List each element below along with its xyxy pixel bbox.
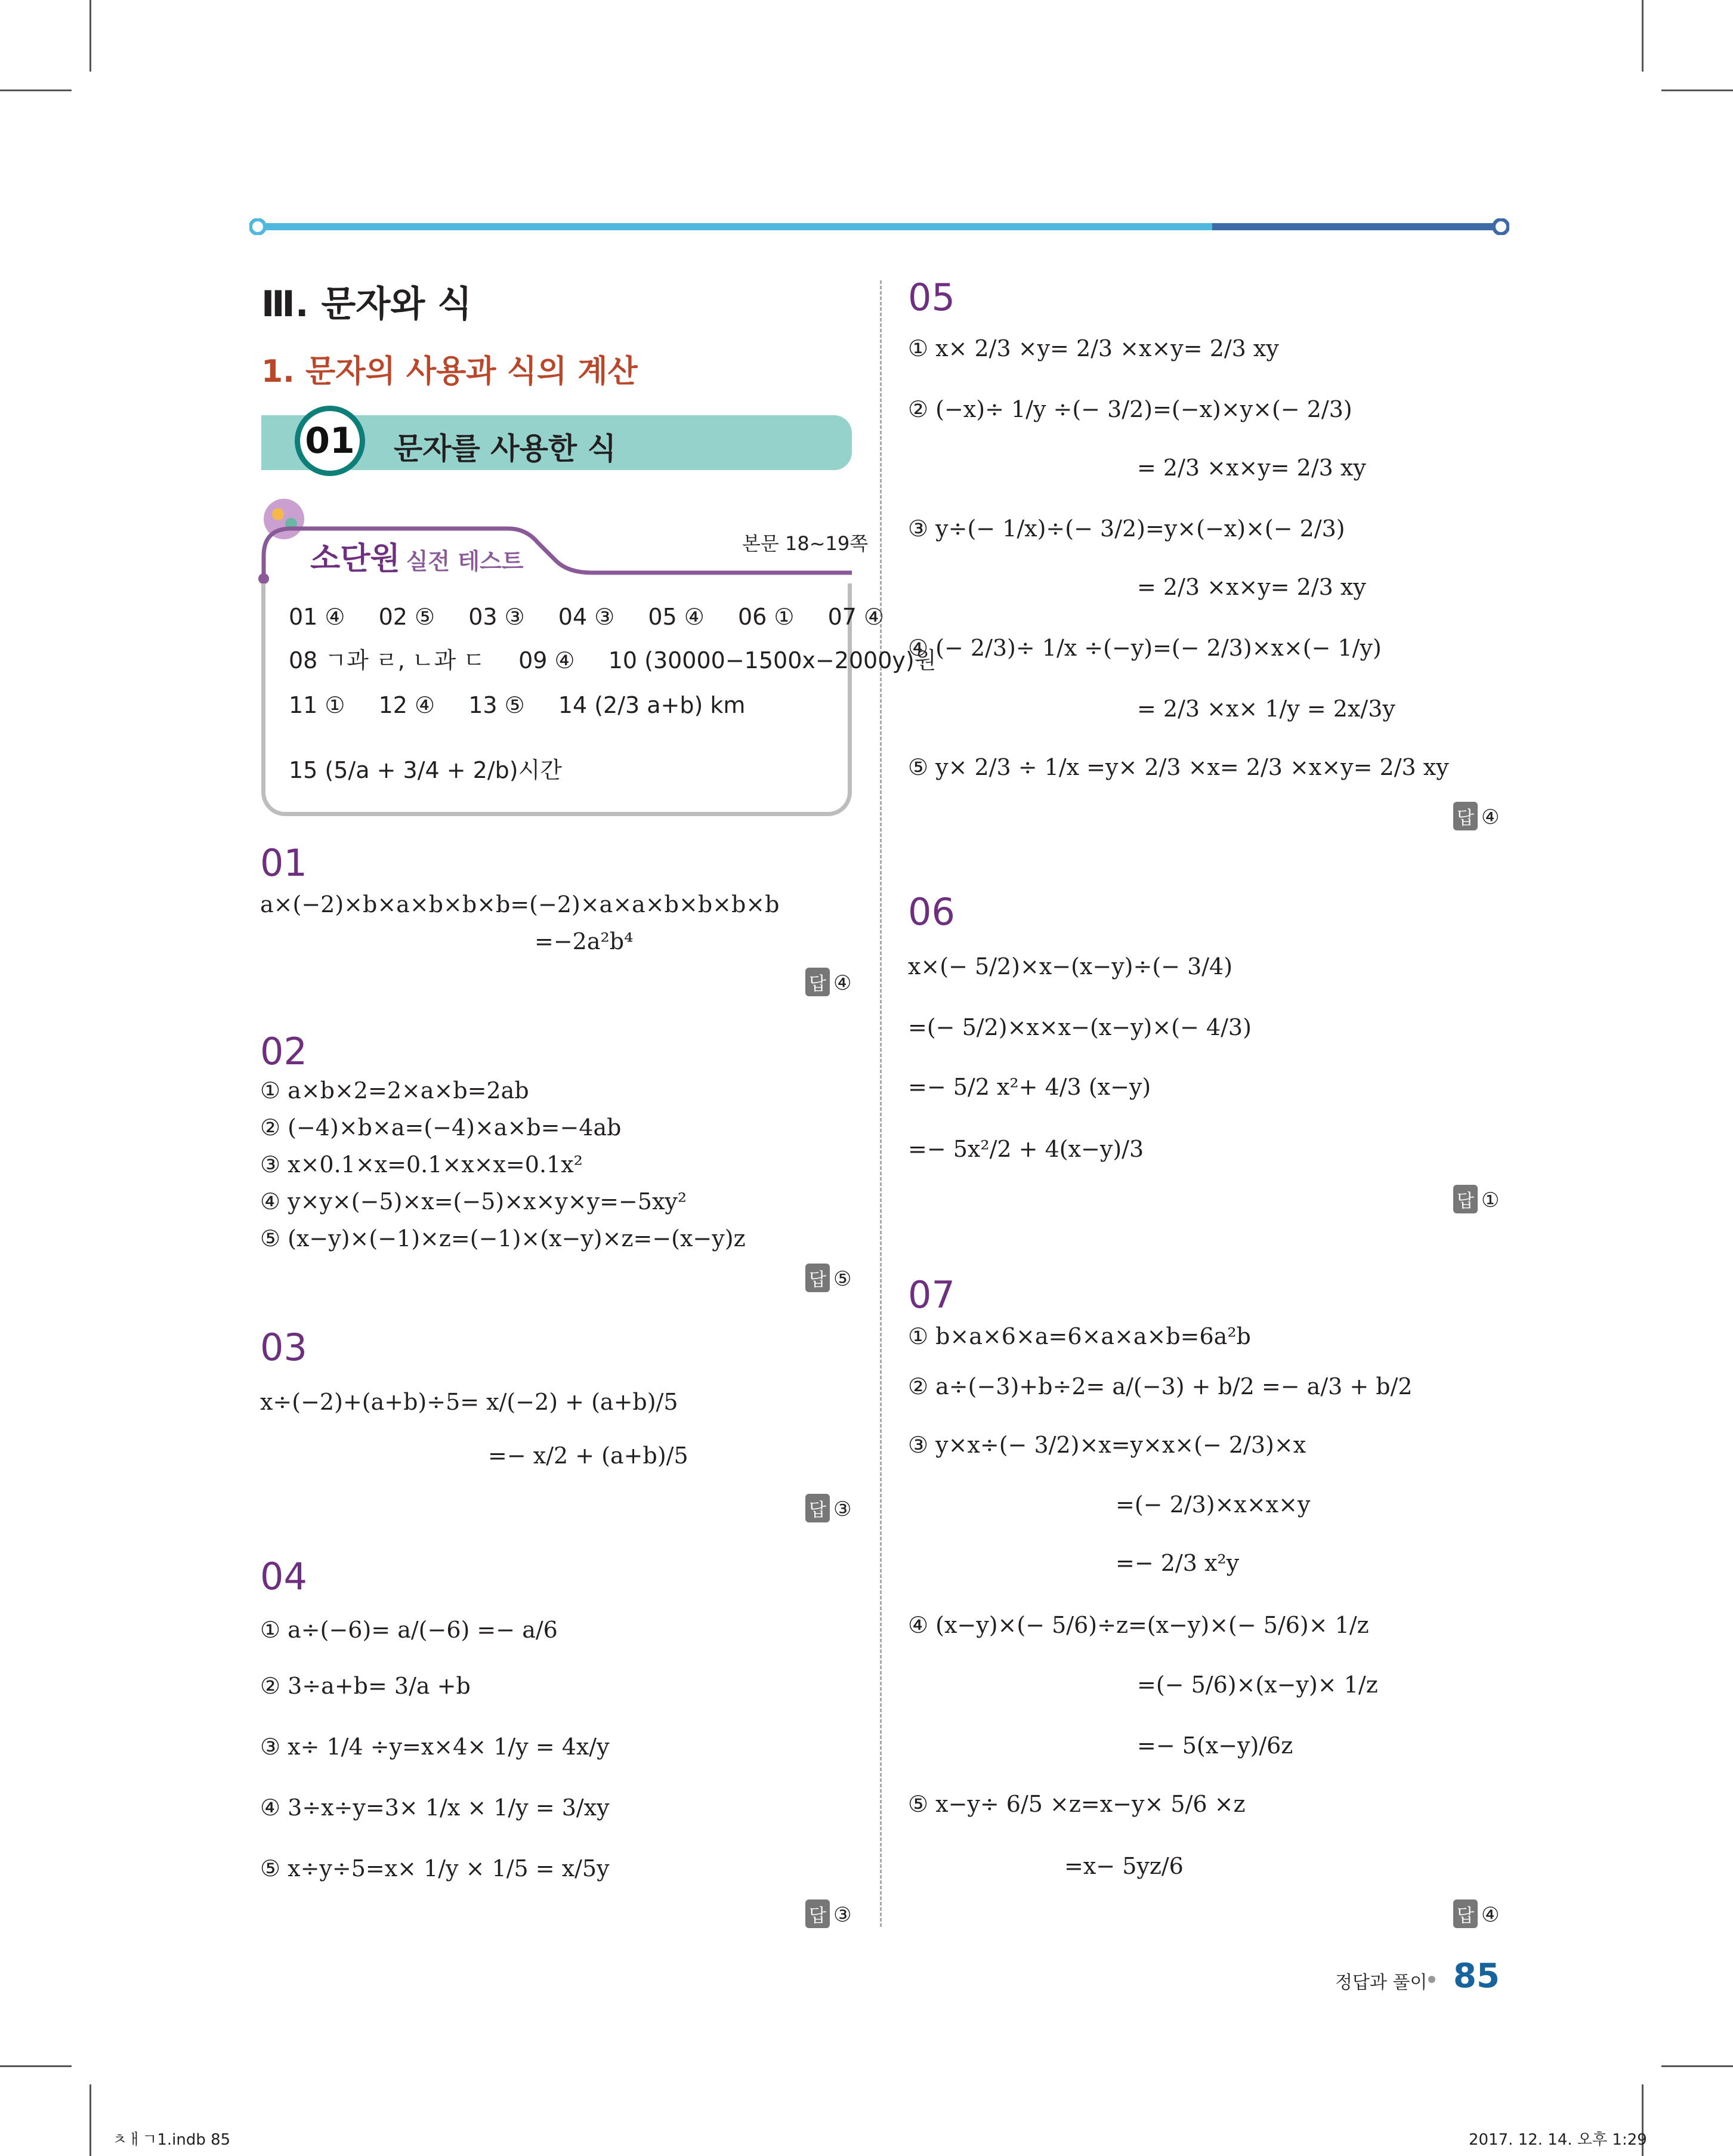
- question-number-04: 04: [260, 1555, 307, 1598]
- solution-line: ② (−4)×b×a=(−4)×a×b=−4ab: [260, 1114, 622, 1141]
- crop-mark: [89, 2084, 91, 2156]
- chapter-title: 1. 문자의 사용과 식의 계산: [261, 354, 638, 390]
- solution-line: x÷(−2)+(a+b)÷5= x/(−2) + (a+b)/5: [260, 1389, 678, 1415]
- answer-item: 06 ①: [737, 604, 795, 630]
- question-number-07: 07: [908, 1273, 955, 1317]
- solution-line: ① a×b×2=2×a×b=2ab: [260, 1077, 529, 1104]
- solution-line: =(− 2/3)×x×x×y: [1116, 1491, 1311, 1518]
- unit-test-title-main: 소단원: [310, 541, 400, 577]
- section-title: 문자를 사용한 식: [394, 431, 616, 466]
- answer-label: 답: [805, 1494, 830, 1522]
- answer-label: 답: [805, 968, 830, 996]
- answer-mark: [1453, 1899, 1499, 1928]
- solution-line: ① b×a×6×a=6×a×a×b=6a²b: [908, 1323, 1251, 1349]
- slug-date: 2017. 12. 14. 오후 1:29: [1469, 2131, 1647, 2149]
- answer-item: 11 ①: [289, 692, 345, 718]
- answer-row-4: [289, 752, 588, 784]
- solution-line: ③ y×x÷(− 3/2)×x=y×x×(− 2/3)×x: [908, 1432, 1306, 1458]
- crop-mark: [0, 2065, 72, 2067]
- solution-line: =− 5x²/2 + 4(x−y)/3: [908, 1136, 1144, 1162]
- solution-line: ③ y÷(− 1/x)÷(− 3/2)=y×(−x)×(− 2/3): [908, 515, 1345, 542]
- answer-value: ①: [1481, 1188, 1500, 1212]
- crop-mark: [0, 89, 72, 91]
- question-number-05: 05: [908, 276, 955, 319]
- solution-line: ④ (− 2/3)÷ 1/x ÷(−y)=(− 2/3)×x×(− 1/y): [908, 635, 1382, 661]
- solution-line: ② a÷(−3)+b÷2= a/(−3) + b/2 =− a/3 + b/2: [908, 1373, 1413, 1400]
- solution-line: =x− 5yz/6: [1064, 1853, 1184, 1879]
- answer-value: ⑤: [833, 1267, 852, 1291]
- solution-line: a×(−2)×b×a×b×b×b=(−2)×a×a×b×b×b×b: [260, 891, 780, 918]
- question-number-06: 06: [908, 890, 955, 934]
- solution-line: ⑤ (x−y)×(−1)×z=(−1)×(x−y)×z=−(x−y)z: [260, 1225, 746, 1252]
- answer-value: ③: [833, 1497, 852, 1521]
- answer-item: 13 ⑤: [468, 692, 525, 718]
- answer-item: 14 (2/3 a+b) km: [558, 692, 746, 718]
- page-number: 85: [1453, 1957, 1500, 1996]
- crop-mark: [89, 0, 91, 72]
- answer-mark: [805, 968, 851, 996]
- answer-value: ③: [833, 1903, 852, 1927]
- solution-line: = 2/3 ×x×y= 2/3 xy: [1137, 574, 1366, 600]
- answer-item: 10 (30000−1500x−2000y)원: [608, 647, 937, 674]
- answer-row-2: [289, 642, 962, 675]
- solution-line: =− 2/3 x²y: [1116, 1550, 1240, 1576]
- solution-line: ③ x÷ 1/4 ÷y=x×4× 1/y = 4x/y: [260, 1734, 610, 1760]
- unit-test-page-ref: 본문 18~19쪽: [742, 532, 869, 555]
- part-title: Ⅲ. 문자와 식: [261, 283, 472, 325]
- solution-line: =− 5/2 x²+ 4/3 (x−y): [908, 1074, 1151, 1100]
- footer-label: 정답과 풀이: [1335, 1972, 1428, 1993]
- slug-filename: ㅊㅐㄱ1.indb 85: [112, 2131, 231, 2149]
- answer-item: 08 ㄱ과 ㄹ, ㄴ과 ㄷ: [289, 647, 485, 674]
- solution-line: ⑤ x−y÷ 6/5 ×z=x−y× 5/6 ×z: [908, 1791, 1246, 1817]
- answer-label: 답: [1453, 1899, 1478, 1928]
- answer-item: 09 ④: [518, 647, 575, 674]
- solution-line: ② (−x)÷ 1/y ÷(− 3/2)=(−x)×y×(− 2/3): [908, 396, 1352, 422]
- column-divider: [880, 280, 882, 1927]
- answer-label: 답: [1453, 1185, 1478, 1213]
- answer-item: 01 ④: [289, 604, 345, 630]
- solution-line: =−2a²b⁴: [535, 928, 634, 955]
- answer-label: 답: [805, 1264, 830, 1292]
- solution-line: = 2/3 ×x× 1/y = 2x/3y: [1137, 696, 1395, 722]
- solution-line: =− 5(x−y)/6z: [1137, 1732, 1293, 1759]
- solution-line: =(− 5/2)×x×x−(x−y)×(− 4/3): [908, 1014, 1252, 1040]
- section-banner: [261, 415, 852, 470]
- section-number: 01: [295, 406, 365, 476]
- solution-line: ① x× 2/3 ×y= 2/3 ×x×y= 2/3 xy: [908, 335, 1279, 362]
- crop-mark: [1661, 89, 1733, 91]
- answer-mark: [1453, 1185, 1499, 1213]
- solution-line: ③ x×0.1×x=0.1×x×x=0.1x²: [260, 1151, 583, 1178]
- answer-item: 04 ③: [558, 604, 615, 630]
- answer-row-3: [289, 692, 771, 718]
- footer-dot: [1428, 1976, 1435, 1983]
- answer-item: 05 ④: [648, 604, 705, 630]
- answer-item: 12 ④: [378, 692, 435, 718]
- solution-line: ⑤ x÷y÷5=x× 1/y × 1/5 = x/5y: [260, 1855, 610, 1882]
- answer-mark: [805, 1494, 851, 1522]
- answer-mark: [1453, 802, 1499, 830]
- solution-line: x×(− 5/2)×x−(x−y)÷(− 3/4): [908, 953, 1233, 980]
- answer-mark: [805, 1899, 851, 1928]
- question-number-01: 01: [260, 841, 307, 885]
- question-number-02: 02: [260, 1030, 307, 1073]
- unit-test-title: [310, 533, 523, 578]
- answer-value: ④: [833, 971, 852, 995]
- solution-line: ④ y×y×(−5)×x=(−5)×x×y×y=−5xy²: [260, 1188, 687, 1215]
- answer-item: 02 ⑤: [378, 604, 435, 630]
- solution-line: =(− 5/6)×(x−y)× 1/z: [1137, 1672, 1378, 1698]
- crop-mark: [1642, 0, 1644, 72]
- solution-line: ① a÷(−6)= a/(−6) =− a/6: [260, 1617, 558, 1643]
- unit-test-subtitle: 실전 테스트: [406, 548, 524, 574]
- solution-line: ⑤ y× 2/3 ÷ 1/x =y× 2/3 ×x= 2/3 ×x×y= 2/3 xy: [908, 754, 1449, 780]
- answer-mark: [805, 1264, 851, 1292]
- solution-line: = 2/3 ×x×y= 2/3 xy: [1137, 455, 1366, 481]
- question-number-03: 03: [260, 1326, 307, 1369]
- top-decorative-bar: [249, 218, 1509, 235]
- answer-item: 07 ④: [827, 604, 885, 630]
- solution-line: =− x/2 + (a+b)/5: [488, 1443, 688, 1469]
- solution-line: ④ 3÷x÷y=3× 1/x × 1/y = 3/xy: [260, 1794, 610, 1821]
- answer-row-1: [289, 604, 910, 630]
- answer-item: 03 ③: [468, 604, 525, 630]
- crop-mark: [1661, 2065, 1733, 2067]
- answer-item: 15 (5/a + 3/4 + 2/b)시간: [289, 757, 563, 783]
- answer-label: 답: [805, 1899, 830, 1928]
- answer-value: ④: [1481, 805, 1500, 829]
- answer-label: 답: [1453, 802, 1478, 830]
- solution-line: ④ (x−y)×(− 5/6)÷z=(x−y)×(− 5/6)× 1/z: [908, 1612, 1369, 1638]
- answer-value: ④: [1481, 1903, 1500, 1927]
- solution-line: ② 3÷a+b= 3/a +b: [260, 1673, 471, 1699]
